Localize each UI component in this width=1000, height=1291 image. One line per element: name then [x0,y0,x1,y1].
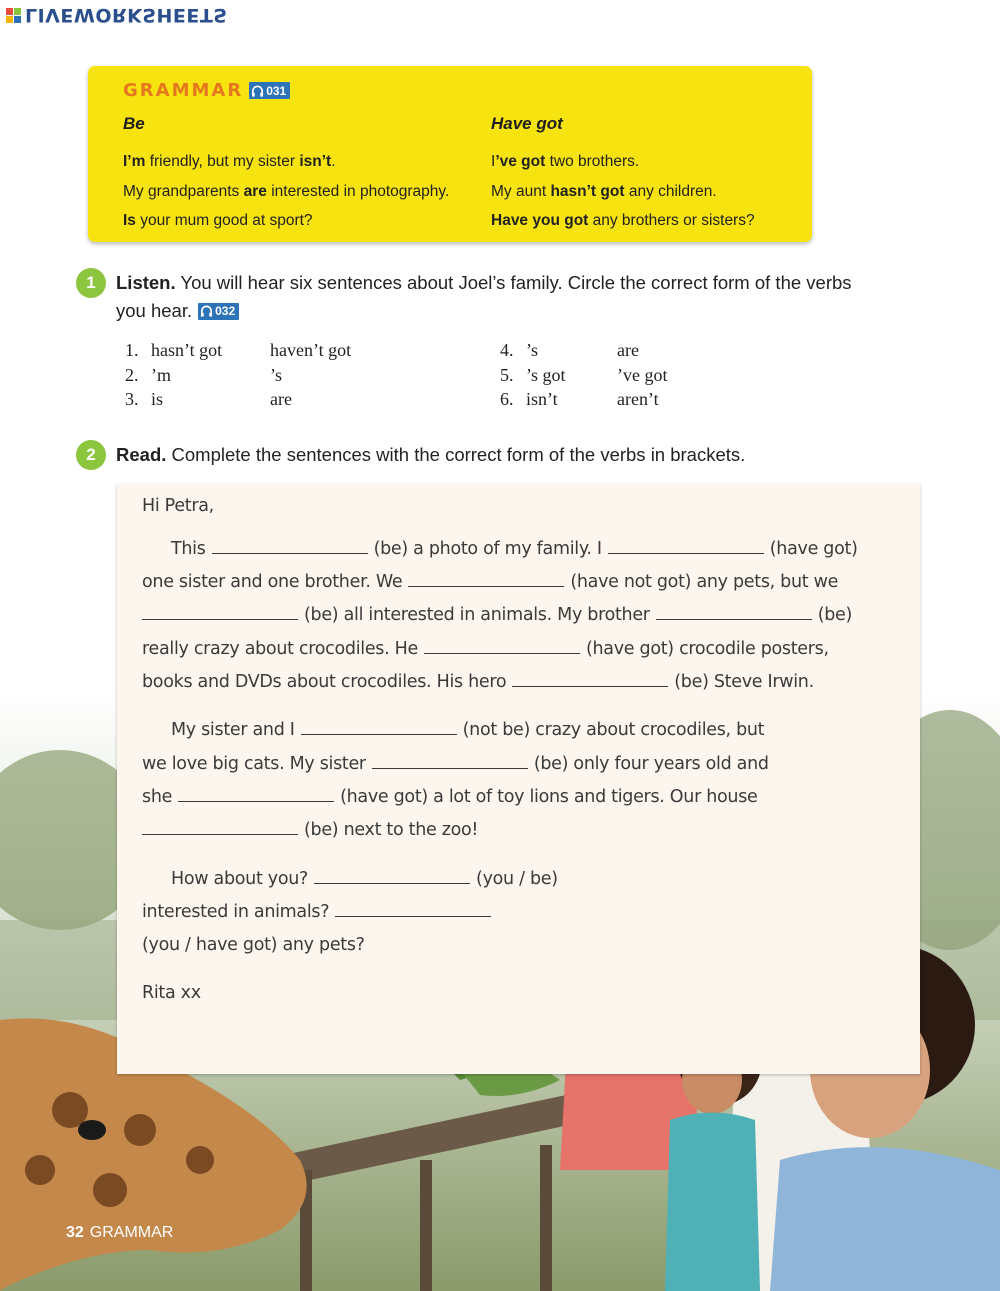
grammar-head-be: Be [123,114,145,133]
letter-greeting: Hi Petra, [142,496,214,516]
audio-track-032[interactable] [198,303,239,320]
page-number: 32 [66,1224,84,1241]
grammar-box [88,66,812,242]
option-a[interactable]: ’s [526,340,539,360]
exercise-1-instructions: Listen. You will hear six sentences about Joel’s family. Circle the correct form of the verbs you hear. 032 [116,269,852,325]
answer-blank[interactable] [335,902,491,917]
grammar-example: I’m friendly, but my sister isn’t. [123,153,336,170]
letter-line: My sister and I (not be) crazy about crocodiles, but [171,720,765,740]
logo-squares-icon [6,8,21,23]
letter-line: (be) next to the zoo! [142,820,478,840]
answer-blank[interactable] [212,539,368,554]
letter-line: This (be) a photo of my family. I (have got) [171,539,858,559]
option-b[interactable]: are [270,389,292,409]
grammar-example: My grandparents are interested in photography. [123,182,450,200]
answer-blank[interactable] [408,572,564,587]
exercise-2-lead: Read. [116,444,167,465]
option-a[interactable]: hasn’t got [151,340,223,360]
letter-line: really crazy about crocodiles. He (have got) crocodile posters, [142,639,829,659]
option-a[interactable]: is [151,389,164,409]
letter-line: books and DVDs about crocodiles. His hero (be) Steve Irwin. [142,672,814,692]
headphones-icon [251,84,264,98]
audio-track-number: 032 [215,304,236,318]
answer-blank[interactable] [142,605,298,620]
section-name: GRAMMAR [89,1224,174,1241]
headphones-icon [200,304,213,318]
grammar-example: Is your mum good at sport? [123,212,313,229]
grammar-col-have-got [491,114,755,236]
grammar-example: I’ve got two brothers. [491,153,640,170]
grammar-example: Have you got any brothers or sisters? [491,212,755,229]
grammar-col-be [123,114,449,236]
liveworksheets-logo [6,4,228,26]
exercise-1-lead: Listen. [116,272,176,293]
letter-line: (you / have got) any pets? [142,935,365,955]
answer-blank[interactable] [424,639,580,654]
option-b[interactable]: ’s [270,365,283,385]
answer-blank[interactable] [656,605,812,620]
page-footer [66,1224,173,1242]
audio-track-number: 031 [266,83,287,98]
letter-card [117,484,920,1074]
option-a[interactable]: ’s got [526,365,566,385]
answer-blank[interactable] [512,672,668,687]
option-a[interactable]: ’m [151,365,171,385]
option-b[interactable]: aren’t [617,389,659,409]
answer-blank[interactable] [372,754,528,769]
audio-track-031[interactable] [249,82,290,99]
exercise-2-number: 2 [76,440,106,470]
option-a[interactable]: isn’t [526,389,558,409]
exercise-2-instructions: Read. Complete the sentences with the correct form of the verbs in brackets. [116,444,746,465]
letter-line: How about you? (you / be) [171,869,558,889]
answer-blank[interactable] [178,787,334,802]
letter-signoff: Rita xx [142,983,201,1003]
letter-line: one sister and one brother. We (have not got) any pets, but we [142,572,839,592]
answer-blank[interactable] [142,820,298,835]
option-b[interactable]: haven’t got [270,340,352,360]
letter-line: (be) all interested in animals. My brother (be) [142,605,852,625]
letter-line: interested in animals? [142,902,497,922]
answer-blank[interactable] [301,720,457,735]
option-b[interactable]: ’ve got [617,365,668,385]
exercise-1-number: 1 [76,268,106,298]
grammar-example: My aunt hasn’t got any children. [491,182,717,200]
answer-blank[interactable] [314,869,470,884]
grammar-head-have-got: Have got [491,114,563,133]
letter-line: we love big cats. My sister (be) only four years old and [142,754,769,774]
grammar-title-text: GRAMMAR [123,80,244,101]
grammar-title [123,80,290,101]
logo-text: LIVEWORKSHEETS [25,4,228,26]
option-b[interactable]: are [617,340,639,360]
answer-blank[interactable] [608,539,764,554]
letter-line: she (have got) a lot of toy lions and tigers. Our house [142,787,758,807]
